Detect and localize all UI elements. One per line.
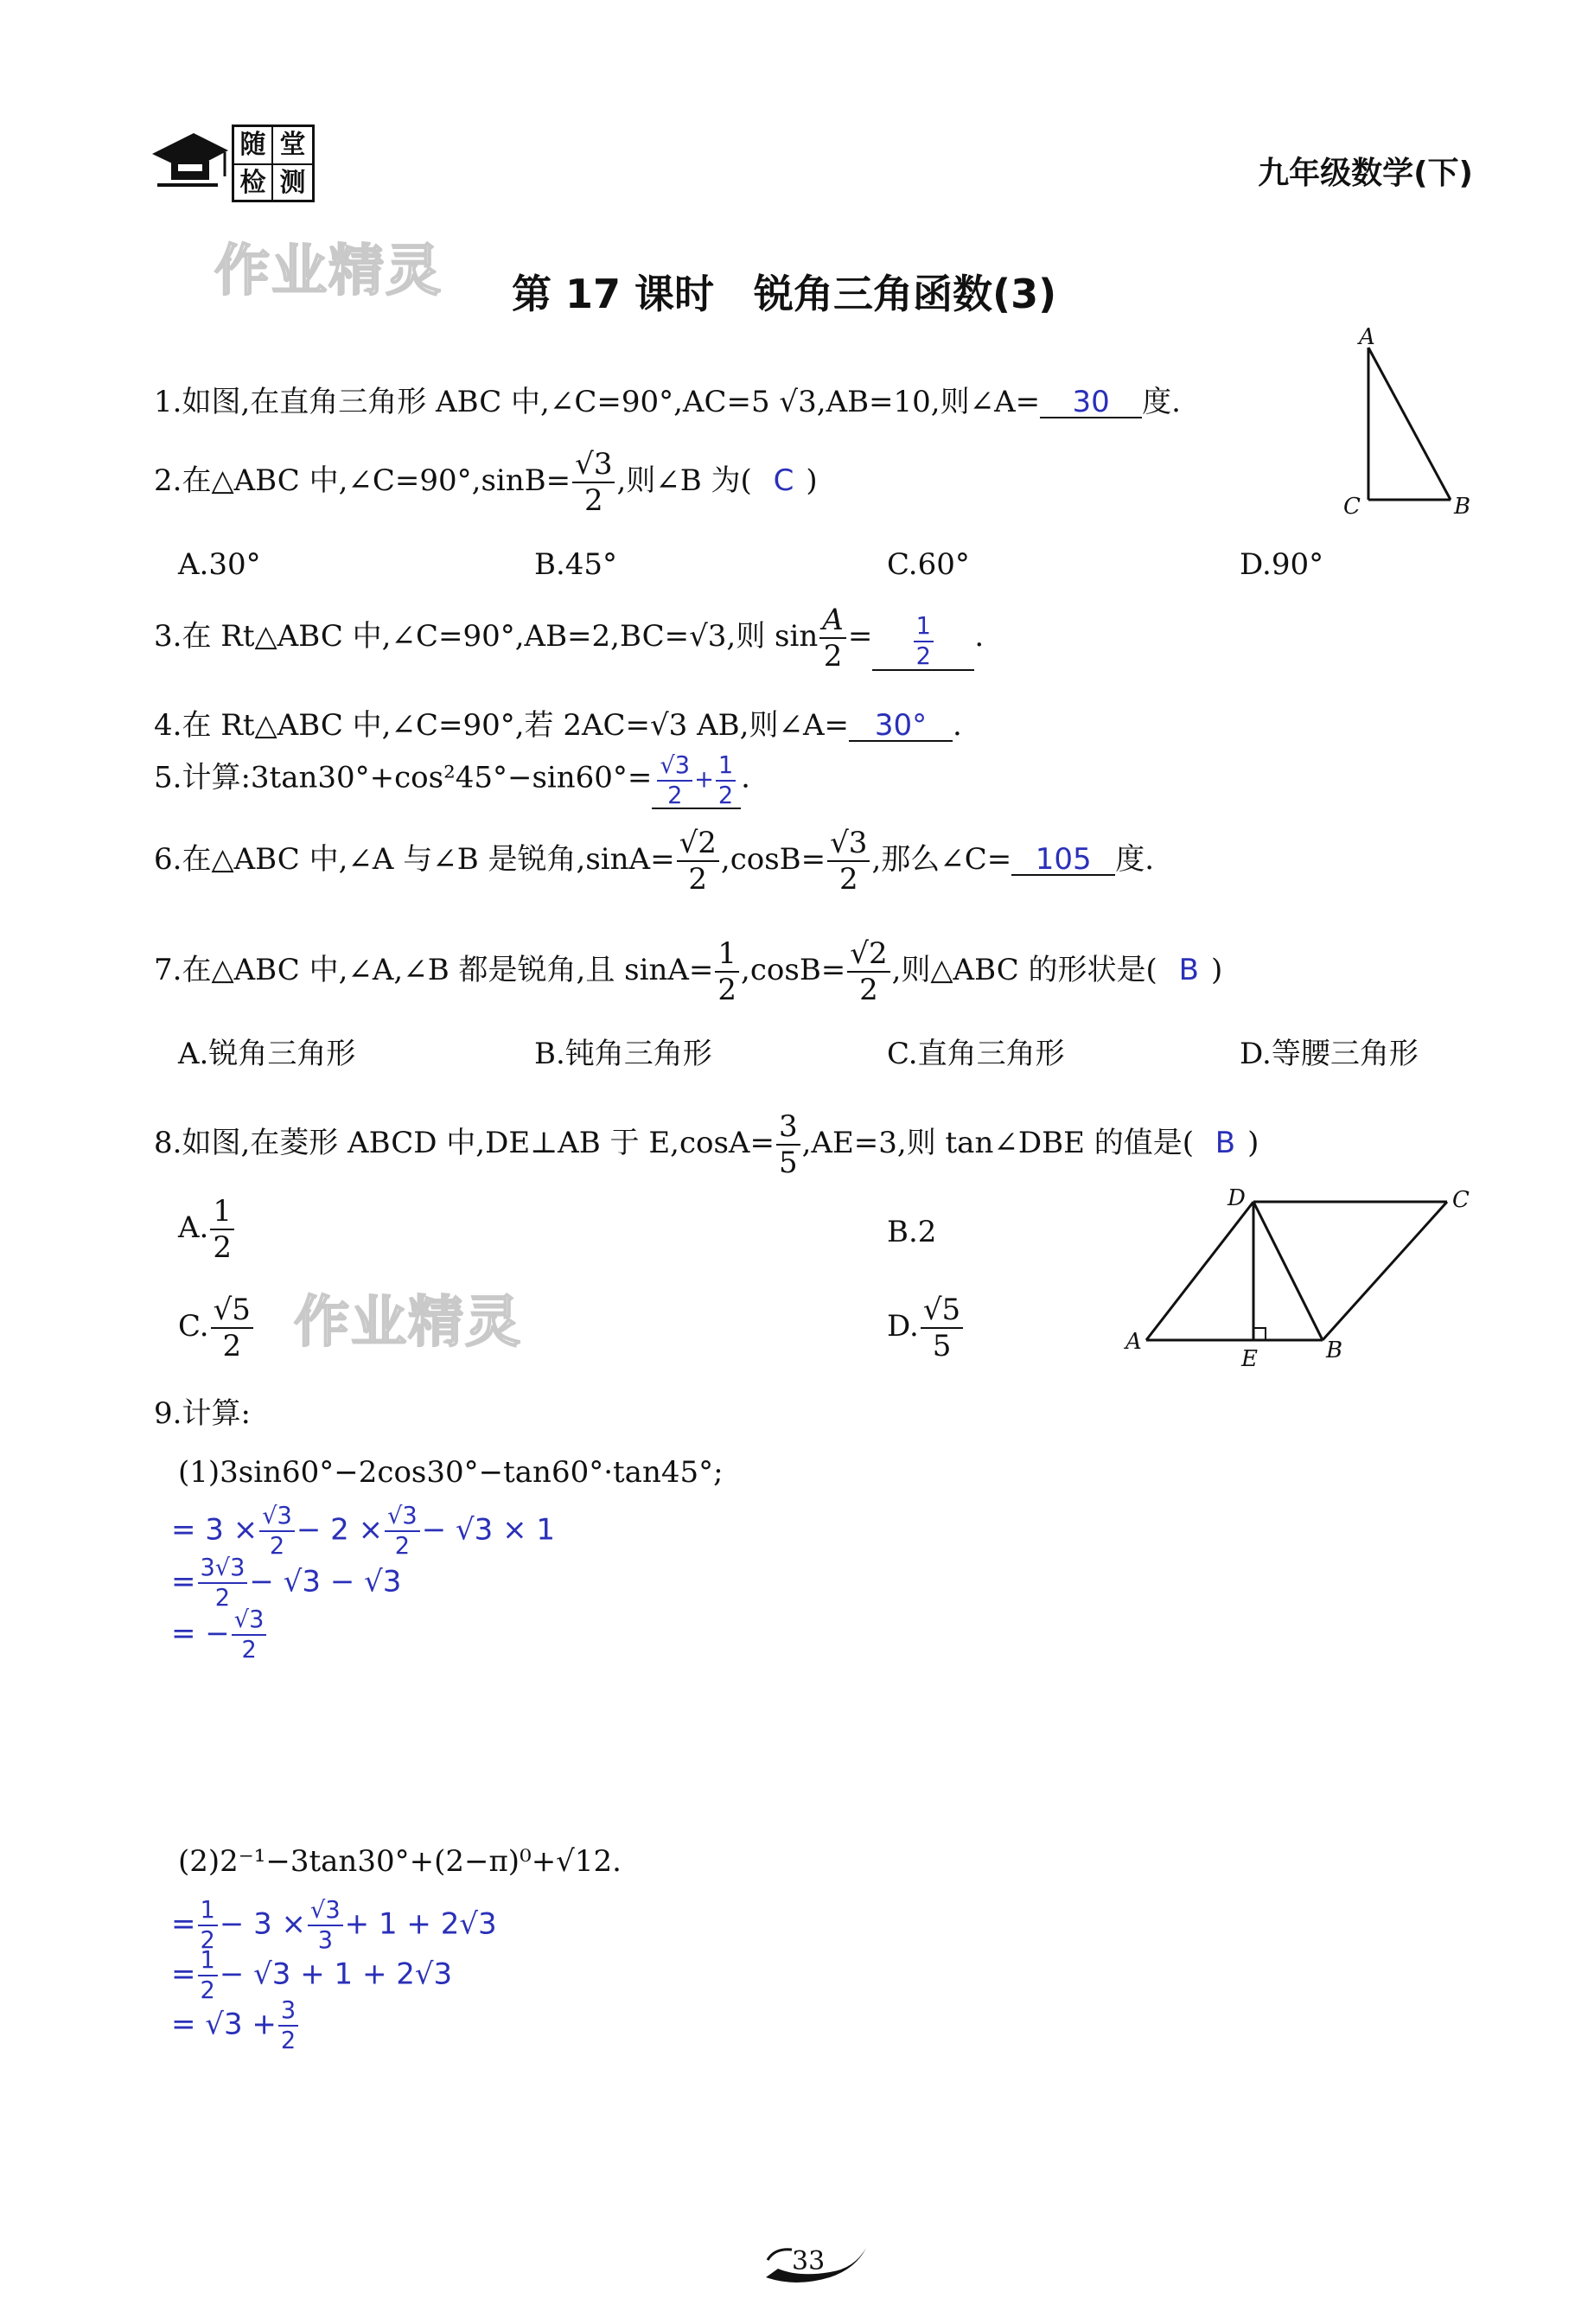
answer-6: 105 xyxy=(1035,842,1092,877)
question-8 xyxy=(154,1109,1259,1180)
vertex-label-b: B xyxy=(1326,1338,1343,1363)
q9-1-line-3 xyxy=(171,1608,268,1662)
question-5-text: 5.计算:3tan30°+cos²45°−sin60°= xyxy=(154,760,653,795)
answer-5-plus: + xyxy=(694,766,714,794)
vertex-label-e: E xyxy=(1241,1346,1258,1371)
expr: = 3 × xyxy=(171,1512,258,1548)
fraction-denominator: 2 xyxy=(214,1585,231,1612)
answer-3-denominator: 2 xyxy=(915,643,931,670)
fraction-numerator: 3√3 xyxy=(198,1556,248,1584)
fraction-numerator: √3 xyxy=(259,1504,295,1532)
question-1 xyxy=(154,387,1181,418)
q8-option-b: B.2 xyxy=(887,1215,937,1249)
fraction-denominator: 2 xyxy=(717,973,737,1007)
fraction-denominator: 2 xyxy=(241,1637,257,1664)
q9-1-line-2 xyxy=(171,1556,401,1610)
q2-option-b: B.45° xyxy=(534,547,618,582)
answer-4: 30° xyxy=(874,708,928,743)
q2-option-a: A.30° xyxy=(178,547,261,582)
answer-8: B xyxy=(1215,1126,1236,1160)
header-right: 九年级数学(下) xyxy=(1258,156,1473,191)
vertex-label-a: A xyxy=(1125,1329,1142,1355)
expr: − 2 × xyxy=(296,1512,384,1548)
vertex-label-d: D xyxy=(1227,1185,1246,1211)
option-label: C. xyxy=(178,1309,209,1344)
expr: = − xyxy=(171,1616,230,1651)
answer-2: C xyxy=(773,463,794,498)
question-5-tail: . xyxy=(741,760,750,795)
logo-char: 堂 xyxy=(273,127,312,165)
answer-5-denominator: 2 xyxy=(667,782,683,810)
paren-close: ) xyxy=(1247,1126,1259,1160)
page-title: 第 17 课时 锐角三角函数(3) xyxy=(512,271,1057,317)
q2-option-c: C.60° xyxy=(887,547,970,582)
question-3 xyxy=(154,603,985,674)
question-2-post: ,则∠B 为( xyxy=(616,463,752,498)
logo-char: 检 xyxy=(234,165,273,201)
fraction-denominator: 2 xyxy=(839,862,858,897)
triangle-side-ab xyxy=(1368,348,1451,500)
q7-option-a: A.锐角三角形 xyxy=(178,1037,356,1071)
fraction-numerator: √3 xyxy=(827,828,870,862)
question-6-text: 6.在△ABC 中,∠A 与∠B 是锐角,sinA= xyxy=(154,842,675,877)
q7-option-c: C.直角三角形 xyxy=(887,1037,1065,1071)
fraction-numerator: √2 xyxy=(677,828,719,862)
question-7-text: 7.在△ABC 中,∠A,∠B 都是锐角,且 sinA= xyxy=(154,953,714,987)
question-4-text: 4.在 Rt△ABC 中,∠C=90°,若 2AC=√3 AB,则∠A= xyxy=(154,708,849,743)
fraction-denominator: 2 xyxy=(213,1230,233,1265)
fraction-numerator: 1 xyxy=(198,1949,218,1976)
expr: = √3 + xyxy=(171,2007,277,2042)
fraction-numerator: √2 xyxy=(847,939,890,973)
fraction-denominator: 2 xyxy=(269,1533,285,1561)
vertex-label-c: C xyxy=(1343,494,1361,520)
expr: = xyxy=(171,1564,196,1599)
fraction-denominator: 2 xyxy=(859,973,878,1007)
page-number: 33 xyxy=(792,2246,826,2276)
fraction-denominator: 3 xyxy=(317,1927,334,1955)
question-6 xyxy=(154,826,1155,897)
rhombus-side-bc xyxy=(1323,1202,1447,1340)
question-7-mid: ,cosB= xyxy=(741,953,846,987)
fraction-numerator: 1 xyxy=(210,1197,234,1230)
answer-5-numerator: √3 xyxy=(657,754,692,782)
question-9-part-1: (1)3sin60°−2cos30°−tan60°·tan45°; xyxy=(178,1455,724,1490)
question-9-title: 9.计算: xyxy=(154,1396,251,1431)
fraction-numerator: √5 xyxy=(921,1295,963,1329)
fraction-numerator: √5 xyxy=(211,1295,253,1329)
answer-5-numerator: 1 xyxy=(716,754,736,782)
option-label: A. xyxy=(178,1210,209,1245)
question-3-post: = xyxy=(847,619,873,654)
fraction-denominator: 5 xyxy=(932,1329,952,1363)
fraction-numerator: 1 xyxy=(715,939,739,973)
option-label: D. xyxy=(887,1309,919,1344)
expr: = xyxy=(171,1906,196,1942)
answer-5-denominator: 2 xyxy=(717,782,734,810)
header-logo xyxy=(149,121,322,208)
fraction-denominator: 2 xyxy=(394,1533,411,1561)
watermark: 作业精灵 xyxy=(214,239,443,303)
vertex-label-b: B xyxy=(1454,494,1471,520)
question-8-post: ,AE=3,则 tan∠DBE 的值是( xyxy=(801,1126,1194,1160)
question-9-part-2: (2)2⁻¹−3tan30°+(2−π)⁰+√12. xyxy=(178,1844,622,1879)
fraction-denominator: 2 xyxy=(222,1329,242,1363)
fraction-numerator: √3 xyxy=(572,450,615,483)
expr: + 1 + 2√3 xyxy=(344,1906,497,1942)
question-4 xyxy=(154,708,962,743)
vertex-label-c: C xyxy=(1452,1187,1470,1213)
question-3-text: 3.在 Rt△ABC 中,∠C=90°,AB=2,BC=√3,则 sin xyxy=(154,619,819,654)
fraction-numerator: 3 xyxy=(278,1999,298,2027)
logo-char: 随 xyxy=(234,127,273,165)
expr: − √3 + 1 + 2√3 xyxy=(219,1957,453,1992)
logo-box xyxy=(232,124,315,202)
q9-1-line-1 xyxy=(171,1503,556,1561)
question-4-tail: . xyxy=(953,708,962,743)
answer-3-numerator: 1 xyxy=(914,615,934,642)
answer-1: 30 xyxy=(1072,385,1110,419)
paren-close: ) xyxy=(1210,953,1223,987)
expr: − 3 × xyxy=(219,1906,307,1942)
q8-option-c xyxy=(178,1295,255,1361)
q2-option-d: D.90° xyxy=(1240,547,1324,582)
fraction-numerator: √3 xyxy=(385,1504,420,1532)
question-2-text: 2.在△ABC 中,∠C=90°,sinB= xyxy=(154,463,571,498)
fraction-denominator: 2 xyxy=(688,862,708,897)
question-6-mid: ,cosB= xyxy=(720,842,826,877)
q9-2-line-2 xyxy=(171,1947,453,2005)
question-7 xyxy=(154,936,1223,1007)
expr: = xyxy=(171,1957,196,1992)
q9-2-line-3 xyxy=(171,1999,300,2053)
fraction-denominator: 5 xyxy=(778,1146,798,1180)
expr: − √3 × 1 xyxy=(421,1512,556,1548)
question-1-text: 1.如图,在直角三角形 ABC 中,∠C=90°,AC=5 √3,AB=10,则∠A= xyxy=(154,385,1041,419)
fraction-numerator: 3 xyxy=(776,1112,800,1146)
figure-rhombus xyxy=(1115,1181,1487,1371)
vertex-label-a: A xyxy=(1359,325,1375,350)
question-2 xyxy=(154,447,818,518)
figure-right-triangle xyxy=(1331,325,1487,524)
watermark: 作业精灵 xyxy=(294,1291,522,1355)
answer-7: B xyxy=(1178,953,1199,987)
fraction-denominator: 2 xyxy=(200,1977,215,2005)
q7-option-d: D.等腰三角形 xyxy=(1240,1037,1419,1071)
rhombus-side-ad xyxy=(1146,1202,1253,1340)
fraction-numerator: √3 xyxy=(232,1608,267,1636)
fraction-numerator: 1 xyxy=(198,1899,218,1926)
right-angle-mark xyxy=(1253,1328,1266,1340)
fraction-numerator: A xyxy=(819,605,846,639)
fraction-numerator: √3 xyxy=(308,1899,343,1926)
fraction-denominator: 2 xyxy=(280,2027,297,2055)
question-3-tail: . xyxy=(974,619,985,654)
question-6-tail: 度. xyxy=(1115,842,1155,877)
q7-option-b: B.钝角三角形 xyxy=(534,1037,712,1071)
fraction-denominator: 2 xyxy=(823,639,843,674)
mortarboard-icon xyxy=(149,121,232,199)
question-7-post: ,则△ABC 的形状是( xyxy=(891,953,1157,987)
q8-option-d xyxy=(887,1295,965,1361)
q9-2-line-1 xyxy=(171,1897,497,1955)
question-1-tail: 度. xyxy=(1142,385,1181,419)
segment-db xyxy=(1253,1202,1323,1340)
expr: − √3 − √3 xyxy=(249,1564,402,1599)
fraction-denominator: 2 xyxy=(583,483,603,518)
question-8-text: 8.如图,在菱形 ABCD 中,DE⊥AB 于 E,cosA= xyxy=(154,1126,775,1160)
q8-option-a xyxy=(178,1194,236,1265)
logo-char: 测 xyxy=(279,168,306,198)
question-6-post: ,那么∠C= xyxy=(871,842,1012,877)
fraction-denominator: 2 xyxy=(200,1927,215,1955)
page-number-badge xyxy=(761,2243,870,2288)
question-5 xyxy=(154,754,750,809)
paren-close: ) xyxy=(806,463,818,498)
